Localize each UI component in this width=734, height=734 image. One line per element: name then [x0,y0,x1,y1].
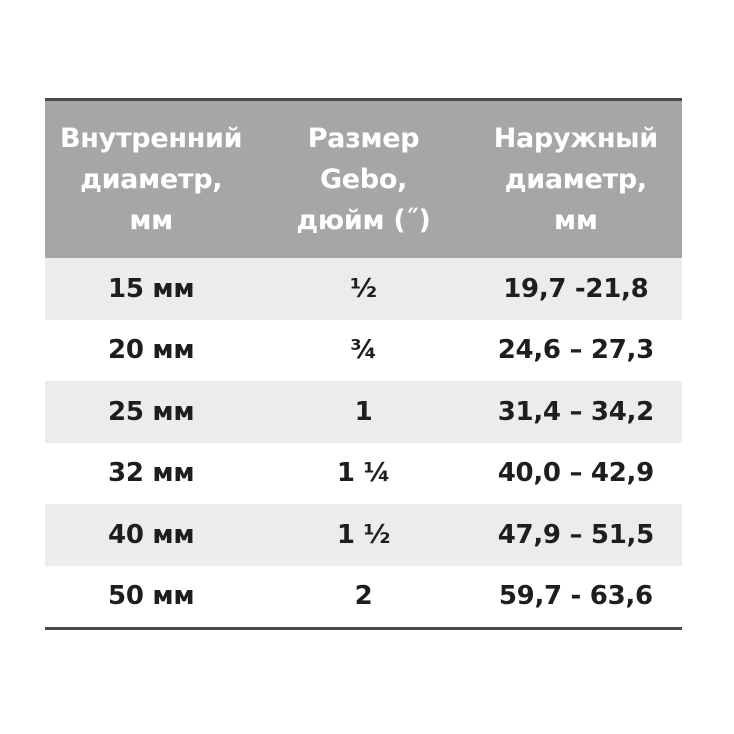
cell-outer-diameter: 24,6 – 27,3 [497,335,654,366]
cell-outer-diameter: 40,0 – 42,9 [497,458,654,489]
table-bottom-rule [45,627,682,630]
table-row [45,381,682,443]
table-row [45,566,682,628]
header-inner-diameter: Внутренний диаметр, мм [60,123,243,236]
cell-inner-diameter: 32 мм [108,458,195,489]
cell-gebo-size: ¾ [350,335,377,366]
size-table [45,98,682,630]
header-outer-diameter: Наружный диаметр, мм [493,123,658,236]
cell-gebo-size: 1 ½ [336,519,391,550]
cell-outer-diameter: 47,9 – 51,5 [497,519,654,550]
cell-gebo-size: ½ [350,273,377,304]
cell-inner-diameter: 20 мм [108,335,195,366]
cell-gebo-size: 1 [354,396,373,427]
cell-inner-diameter: 50 мм [108,581,195,612]
header-gebo-size: Размер Gebo, дюйм (˝) [296,123,431,236]
table-row [45,443,682,505]
cell-inner-diameter: 15 мм [108,273,195,304]
table-row [45,320,682,382]
cell-gebo-size: 2 [354,581,373,612]
cell-outer-diameter: 31,4 – 34,2 [497,396,654,427]
table-row [45,258,682,320]
cell-outer-diameter: 19,7 -21,8 [503,273,649,304]
table-row [45,504,682,566]
cell-inner-diameter: 25 мм [108,396,195,427]
cell-gebo-size: 1 ¼ [336,458,391,489]
table-header [45,101,682,258]
cell-outer-diameter: 59,7 - 63,6 [498,581,653,612]
cell-inner-diameter: 40 мм [108,519,195,550]
